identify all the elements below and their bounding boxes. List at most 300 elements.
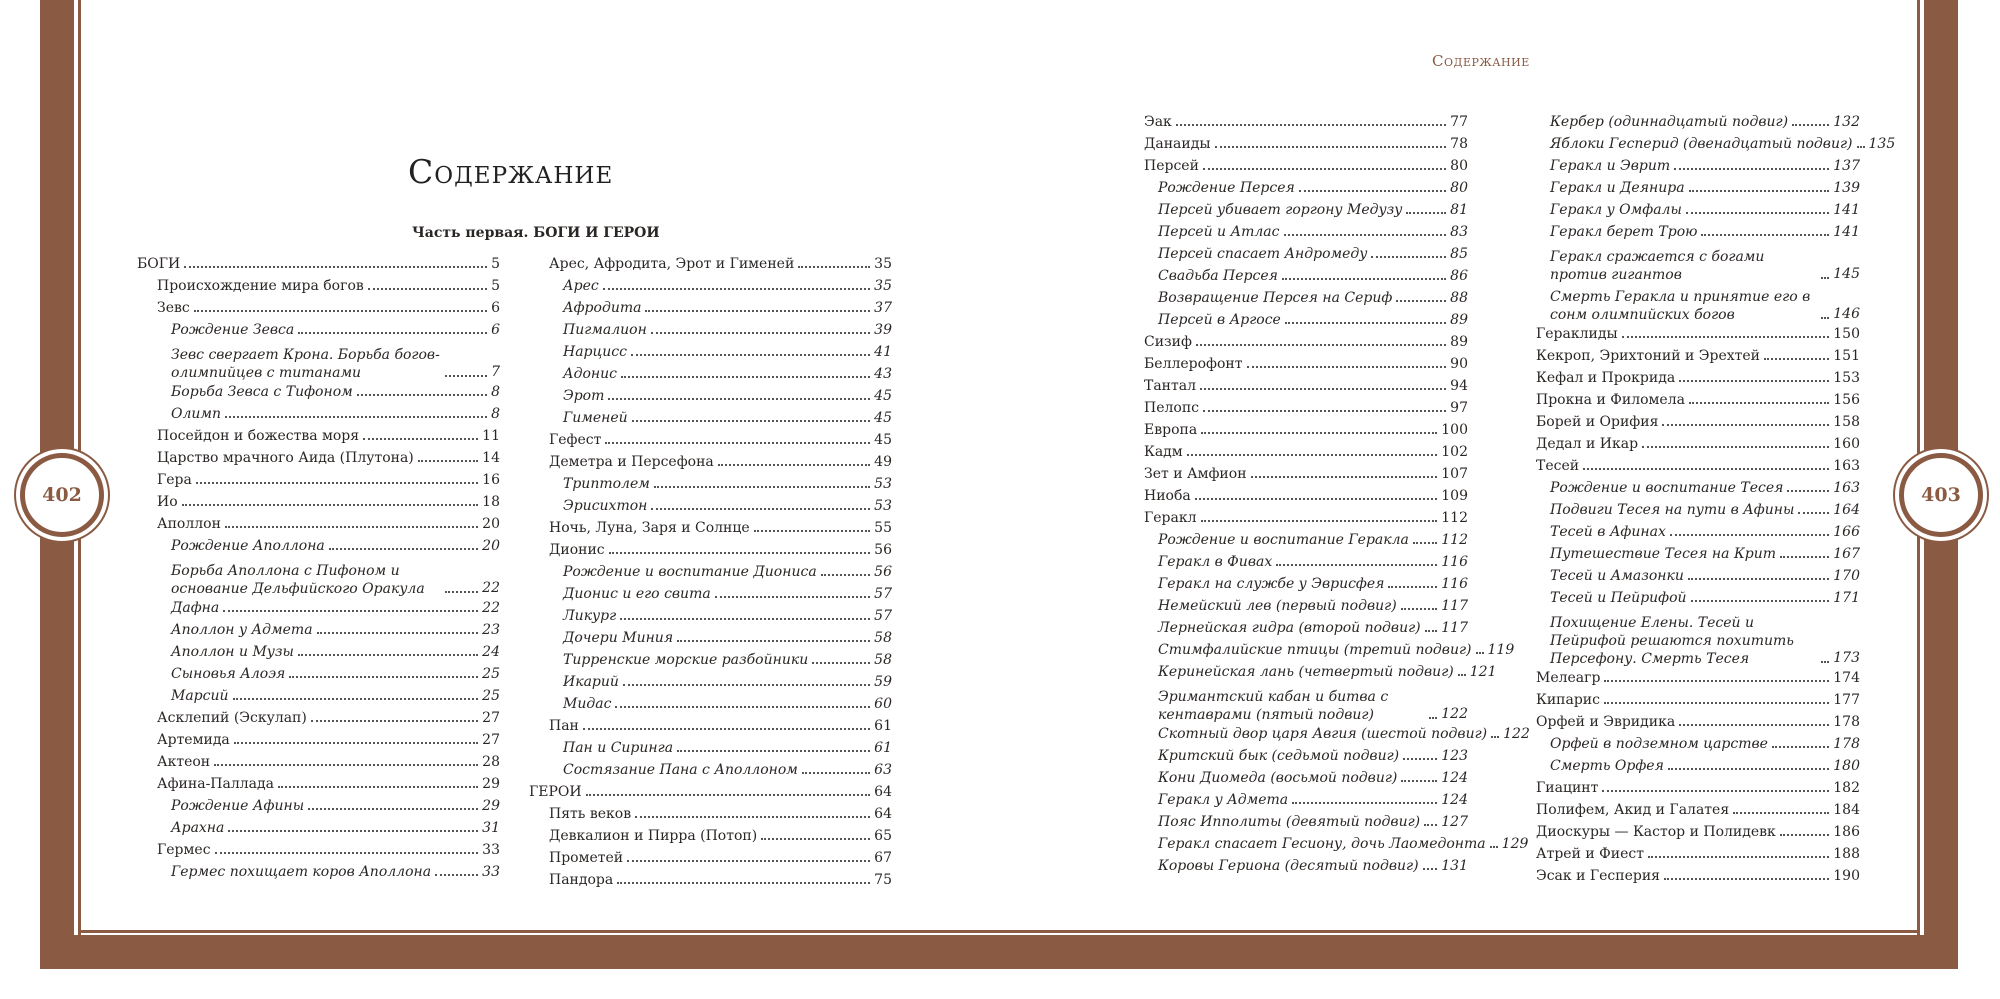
toc-entry-title: Похищение Елены. Тесей и Пейрифой решаются похитить Персефону. Смерть Тесея bbox=[1550, 615, 1794, 667]
leader-dots bbox=[298, 332, 487, 334]
toc-entry[interactable] bbox=[1124, 310, 1468, 332]
toc-entry[interactable] bbox=[529, 496, 892, 518]
toc-entry-page: 59 bbox=[874, 674, 892, 690]
leader-dots bbox=[654, 486, 870, 488]
toc-entry[interactable] bbox=[1516, 244, 1860, 284]
toc-entry[interactable] bbox=[137, 342, 500, 382]
toc-entry[interactable] bbox=[529, 760, 892, 782]
leader-dots bbox=[357, 394, 487, 396]
toc-entry-title: Мидас bbox=[563, 696, 612, 712]
leader-dots bbox=[1176, 124, 1446, 126]
toc-entry[interactable] bbox=[137, 686, 500, 708]
leader-dots bbox=[445, 375, 487, 377]
toc-entry[interactable] bbox=[529, 518, 892, 540]
toc-entry-page: 89 bbox=[1450, 334, 1468, 350]
toc-entry-page: 132 bbox=[1833, 114, 1860, 130]
toc-entry[interactable] bbox=[1516, 844, 1860, 866]
leader-dots bbox=[1688, 578, 1829, 580]
toc-entry-title: Дионис и его свита bbox=[563, 586, 711, 602]
toc-entry[interactable] bbox=[529, 672, 892, 694]
toc-entry-title: Марсий bbox=[171, 688, 229, 704]
toc-entry[interactable] bbox=[1124, 812, 1468, 834]
toc-entry-page: 25 bbox=[482, 666, 500, 682]
toc-entry-title: Пять веков bbox=[549, 806, 632, 822]
toc-entry[interactable] bbox=[1516, 610, 1860, 668]
toc-entry[interactable] bbox=[529, 386, 892, 408]
toc-entry-title: Икарий bbox=[563, 674, 619, 690]
toc-entry-title: Геракл сражается с богами против гигантов bbox=[1550, 249, 1765, 283]
toc-entry-page: 89 bbox=[1450, 312, 1468, 328]
toc-entry[interactable] bbox=[1124, 768, 1468, 790]
toc-entry[interactable] bbox=[1124, 684, 1468, 724]
toc-entry[interactable] bbox=[529, 540, 892, 562]
toc-entry-title: Гименей bbox=[563, 410, 628, 426]
leader-dots bbox=[1686, 212, 1829, 214]
leader-dots bbox=[1668, 768, 1829, 770]
toc-entry[interactable] bbox=[137, 536, 500, 558]
page-number-left-text: 402 bbox=[42, 484, 82, 506]
toc-entry[interactable] bbox=[529, 782, 892, 804]
toc-entry[interactable] bbox=[1124, 464, 1468, 486]
toc-entry-page: 156 bbox=[1833, 392, 1860, 408]
toc-entry[interactable] bbox=[1516, 324, 1860, 346]
leader-dots bbox=[1772, 746, 1829, 748]
leader-dots bbox=[1679, 380, 1829, 382]
toc-entry-title: Возвращение Персея на Сериф bbox=[1158, 290, 1393, 306]
toc-entry-page: 109 bbox=[1441, 488, 1468, 504]
toc-entry[interactable] bbox=[137, 620, 500, 642]
toc-entry-page: 100 bbox=[1441, 422, 1468, 438]
toc-entry[interactable] bbox=[137, 730, 500, 752]
toc-entry[interactable] bbox=[1124, 112, 1468, 134]
toc-entry[interactable] bbox=[1516, 456, 1860, 478]
toc-entry[interactable] bbox=[1124, 746, 1468, 768]
toc-entry[interactable] bbox=[529, 452, 892, 474]
toc-entry-page: 60 bbox=[874, 696, 892, 712]
toc-entry-title: Персей в Аргосе bbox=[1158, 312, 1281, 328]
toc-entry-title: Пандора bbox=[549, 872, 614, 888]
toc-entry-page: 56 bbox=[874, 542, 892, 558]
toc-entry-page: 63 bbox=[874, 762, 892, 778]
leader-dots bbox=[1689, 190, 1830, 192]
toc-entry[interactable] bbox=[529, 804, 892, 826]
toc-entry[interactable] bbox=[1124, 156, 1468, 178]
toc-entry[interactable] bbox=[1124, 724, 1530, 746]
toc-entry-title: Эак bbox=[1144, 114, 1172, 130]
toc-entry-page: 55 bbox=[874, 520, 892, 536]
toc-entry[interactable] bbox=[1516, 544, 1860, 566]
toc-entry[interactable] bbox=[137, 558, 500, 598]
toc-entry[interactable] bbox=[1516, 500, 1860, 522]
toc-entry[interactable] bbox=[137, 752, 500, 774]
toc-column-2 bbox=[529, 254, 892, 892]
leader-dots bbox=[233, 698, 479, 700]
toc-entry[interactable] bbox=[1516, 112, 1860, 134]
toc-entry[interactable] bbox=[1516, 156, 1860, 178]
leader-dots bbox=[1406, 212, 1446, 214]
toc-entry-page: 135 bbox=[1868, 136, 1896, 152]
toc-entry-title: Путешествие Тесея на Крит bbox=[1550, 546, 1777, 562]
leader-dots bbox=[1251, 476, 1438, 478]
toc-entry[interactable] bbox=[1516, 178, 1860, 200]
toc-entry-title: Гераклиды bbox=[1536, 326, 1618, 342]
toc-entry-page: 20 bbox=[482, 516, 500, 532]
toc-entry-page: 7 bbox=[491, 364, 500, 380]
toc-entry[interactable] bbox=[1124, 376, 1468, 398]
toc-entry[interactable] bbox=[1124, 398, 1468, 420]
toc-entry-title: Происхождение мира богов bbox=[157, 278, 364, 294]
toc-entry[interactable] bbox=[1516, 200, 1860, 222]
toc-entry-page: 102 bbox=[1441, 444, 1468, 460]
toc-entry-title: Геракл у Адмета bbox=[1158, 792, 1289, 808]
toc-entry[interactable] bbox=[137, 598, 500, 620]
toc-entry-page: 177 bbox=[1833, 692, 1860, 708]
leader-dots bbox=[289, 676, 478, 678]
toc-entry-title: Арахна bbox=[171, 820, 225, 836]
page-number-left bbox=[20, 453, 104, 537]
toc-entry[interactable] bbox=[1516, 434, 1860, 456]
toc-entry-title: Тантал bbox=[1144, 378, 1197, 394]
leader-dots bbox=[1203, 168, 1446, 170]
toc-entry[interactable] bbox=[529, 606, 892, 628]
bottom-meander-border bbox=[40, 935, 1958, 969]
toc-entry[interactable] bbox=[529, 584, 892, 606]
toc-entry-title: Тирренские морские разбойники bbox=[563, 652, 809, 668]
leader-dots bbox=[677, 640, 870, 642]
toc-entry-title: Борей и Орифия bbox=[1536, 414, 1659, 430]
toc-entry[interactable] bbox=[1124, 574, 1468, 596]
leader-dots bbox=[418, 460, 478, 462]
leader-dots bbox=[605, 442, 870, 444]
toc-entry[interactable] bbox=[137, 276, 500, 298]
toc-entry[interactable] bbox=[137, 774, 500, 796]
toc-entry[interactable] bbox=[137, 382, 500, 404]
leader-dots bbox=[1490, 846, 1498, 848]
leader-dots bbox=[1413, 542, 1437, 544]
toc-entry-title: Дионис bbox=[549, 542, 605, 558]
toc-entry[interactable] bbox=[1124, 618, 1468, 640]
toc-entry-page: 186 bbox=[1833, 824, 1860, 840]
toc-entry-title: Сыновья Алоэя bbox=[171, 666, 286, 682]
toc-entry[interactable] bbox=[137, 840, 500, 862]
toc-entry-page: 80 bbox=[1450, 158, 1468, 174]
leader-dots bbox=[620, 618, 870, 620]
toc-entry-page: 85 bbox=[1450, 246, 1468, 262]
toc-entry[interactable] bbox=[1124, 530, 1468, 552]
toc-entry[interactable] bbox=[137, 298, 500, 320]
toc-entry-title: Орфей и Эвридика bbox=[1536, 714, 1676, 730]
leader-dots bbox=[635, 816, 870, 818]
toc-entry-title: Эрисихтон bbox=[563, 498, 648, 514]
toc-entry-page: 23 bbox=[482, 622, 500, 638]
toc-entry-title: Деметра и Персефона bbox=[549, 454, 714, 470]
toc-entry-page: 24 bbox=[482, 644, 500, 660]
toc-entry-page: 124 bbox=[1441, 770, 1468, 786]
toc-entry[interactable] bbox=[529, 738, 892, 760]
toc-entry-page: 6 bbox=[491, 322, 500, 338]
toc-entry-page: 35 bbox=[874, 278, 892, 294]
toc-entry[interactable] bbox=[137, 862, 500, 884]
toc-entry-page: 180 bbox=[1833, 758, 1860, 774]
toc-entry-page: 29 bbox=[482, 798, 500, 814]
toc-entry-title: Данаиды bbox=[1144, 136, 1211, 152]
leader-dots bbox=[1200, 388, 1446, 390]
toc-entry[interactable] bbox=[1124, 266, 1468, 288]
toc-entry-title: Дафна bbox=[171, 600, 220, 616]
toc-entry[interactable] bbox=[529, 716, 892, 738]
toc-entry-title: Адонис bbox=[563, 366, 617, 382]
toc-entry[interactable] bbox=[1516, 368, 1860, 390]
toc-entry-title: Гермес похищает коров Аполлона bbox=[171, 864, 432, 880]
leader-dots bbox=[214, 764, 478, 766]
toc-entry[interactable] bbox=[1516, 800, 1860, 822]
toc-entry-title: Геракл и Эврит bbox=[1550, 158, 1671, 174]
toc-entry[interactable] bbox=[1124, 834, 1529, 856]
toc-entry[interactable] bbox=[137, 642, 500, 664]
toc-entry[interactable] bbox=[529, 276, 892, 298]
toc-entry-title: Эрот bbox=[563, 388, 605, 404]
toc-entry-page: 27 bbox=[482, 732, 500, 748]
toc-entry-page: 160 bbox=[1833, 436, 1860, 452]
leader-dots bbox=[1396, 300, 1446, 302]
toc-entry-page: 20 bbox=[482, 538, 500, 554]
toc-entry[interactable] bbox=[1516, 284, 1860, 324]
toc-entry-page: 77 bbox=[1450, 114, 1468, 130]
toc-entry-title: Гермес bbox=[157, 842, 211, 858]
toc-entry-title: Керинейская лань (четвертый подвиг) bbox=[1158, 664, 1454, 680]
leader-dots bbox=[1583, 468, 1829, 470]
toc-entry-page: 124 bbox=[1441, 792, 1468, 808]
toc-entry-page: 11 bbox=[482, 428, 500, 444]
toc-entry-page: 117 bbox=[1441, 620, 1468, 636]
toc-entry[interactable] bbox=[137, 492, 500, 514]
toc-entry-title: Пан bbox=[549, 718, 579, 734]
toc-entry-title: Эсак и Гесперия bbox=[1536, 868, 1661, 884]
leader-dots bbox=[623, 684, 870, 686]
toc-entry[interactable] bbox=[1516, 690, 1860, 712]
toc-entry-title: Геракл на службе у Эврисфея bbox=[1158, 576, 1385, 592]
leader-dots bbox=[1276, 564, 1437, 566]
toc-entry-page: 153 bbox=[1833, 370, 1860, 386]
toc-entry-page: 53 bbox=[874, 476, 892, 492]
toc-entry-page: 83 bbox=[1450, 224, 1468, 240]
toc-entry-page: 5 bbox=[491, 278, 500, 294]
toc-entry-page: 90 bbox=[1450, 356, 1468, 372]
toc-entry[interactable] bbox=[529, 254, 892, 276]
toc-entry-title: Гера bbox=[157, 472, 192, 488]
toc-entry-page: 37 bbox=[874, 300, 892, 316]
toc-entry-page: 58 bbox=[874, 652, 892, 668]
toc-entry[interactable] bbox=[1124, 332, 1468, 354]
toc-entry[interactable] bbox=[1516, 222, 1860, 244]
toc-entry-page: 14 bbox=[482, 450, 500, 466]
toc-entry-title: Тесей и Пейрифой bbox=[1550, 590, 1687, 606]
leader-dots bbox=[1664, 878, 1829, 880]
toc-entry-title: Полифем, Акид и Галатея bbox=[1536, 802, 1730, 818]
toc-entry-title: Дочери Миния bbox=[563, 630, 674, 646]
toc-entry[interactable] bbox=[1516, 866, 1860, 888]
toc-entry-page: 178 bbox=[1833, 736, 1860, 752]
toc-entry-page: 167 bbox=[1833, 546, 1860, 562]
leader-dots bbox=[1187, 454, 1438, 456]
toc-entry-page: 31 bbox=[482, 820, 500, 836]
toc-entry-title: Персей убивает горгону Медузу bbox=[1158, 202, 1403, 218]
toc-entry-page: 137 bbox=[1833, 158, 1860, 174]
toc-entry-title: Кефал и Прокрида bbox=[1536, 370, 1676, 386]
toc-entry[interactable] bbox=[1516, 668, 1860, 690]
toc-entry-title: Зевс bbox=[157, 300, 190, 316]
toc-entry-page: 141 bbox=[1833, 224, 1860, 240]
toc-entry[interactable] bbox=[137, 448, 500, 470]
toc-entry[interactable] bbox=[1124, 442, 1468, 464]
toc-entry[interactable] bbox=[529, 364, 892, 386]
toc-entry[interactable] bbox=[1124, 552, 1468, 574]
toc-entry-title: Нарцисс bbox=[563, 344, 627, 360]
page-number-right bbox=[1899, 453, 1983, 537]
leader-dots bbox=[1691, 600, 1830, 602]
toc-entry[interactable] bbox=[1124, 596, 1468, 618]
toc-entry[interactable] bbox=[1124, 244, 1468, 266]
toc-entry[interactable] bbox=[1124, 790, 1468, 812]
toc-entry-page: 146 bbox=[1833, 306, 1860, 322]
toc-entry[interactable] bbox=[529, 562, 892, 584]
toc-entry[interactable] bbox=[137, 708, 500, 730]
toc-entry-title: Артемида bbox=[157, 732, 230, 748]
toc-entry-title: ГЕРОИ bbox=[529, 784, 582, 800]
toc-entry[interactable] bbox=[1124, 354, 1468, 376]
toc-entry[interactable] bbox=[1516, 566, 1860, 588]
leader-dots bbox=[1292, 802, 1437, 804]
toc-entry-title: Рождение Зевса bbox=[171, 322, 295, 338]
toc-entry-page: 80 bbox=[1450, 180, 1468, 196]
toc-entry[interactable] bbox=[529, 474, 892, 496]
toc-entry[interactable] bbox=[137, 426, 500, 448]
toc-entry[interactable] bbox=[1124, 222, 1468, 244]
toc-entry[interactable] bbox=[1516, 478, 1860, 500]
toc-entry[interactable] bbox=[529, 408, 892, 430]
toc-entry-title: Прокна и Филомела bbox=[1536, 392, 1685, 408]
toc-entry[interactable] bbox=[529, 870, 892, 892]
toc-entry-title: Рождение Персея bbox=[1158, 180, 1295, 196]
toc-entry-page: 33 bbox=[482, 842, 500, 858]
toc-entry[interactable] bbox=[529, 298, 892, 320]
toc-entry[interactable] bbox=[1124, 662, 1497, 684]
toc-entry[interactable] bbox=[137, 514, 500, 536]
toc-entry[interactable] bbox=[529, 628, 892, 650]
leader-dots bbox=[1388, 586, 1437, 588]
toc-entry-title: Скотный двор царя Авгия (шестой подвиг) bbox=[1158, 726, 1488, 742]
toc-entry[interactable] bbox=[137, 796, 500, 818]
leader-dots bbox=[1821, 661, 1829, 663]
toc-entry[interactable] bbox=[529, 650, 892, 672]
toc-entry-page: 75 bbox=[874, 872, 892, 888]
toc-entry[interactable] bbox=[529, 430, 892, 452]
toc-entry[interactable] bbox=[137, 470, 500, 492]
toc-entry[interactable] bbox=[529, 826, 892, 848]
leader-dots bbox=[1247, 366, 1447, 368]
leader-dots bbox=[586, 794, 871, 796]
leader-dots bbox=[1780, 834, 1830, 836]
toc-entry[interactable] bbox=[1516, 712, 1860, 734]
leader-dots bbox=[1425, 630, 1438, 632]
toc-entry[interactable] bbox=[1124, 420, 1468, 442]
toc-entry[interactable] bbox=[1516, 134, 1896, 156]
leader-dots bbox=[278, 786, 478, 788]
toc-entry-title: Коровы Гериона (десятый подвиг) bbox=[1158, 858, 1419, 874]
toc-entry[interactable] bbox=[1124, 178, 1468, 200]
toc-entry[interactable] bbox=[1124, 288, 1468, 310]
leader-dots bbox=[627, 860, 870, 862]
leader-dots bbox=[1787, 490, 1829, 492]
toc-entry-title: Девкалион и Пирра (Потоп) bbox=[549, 828, 758, 844]
toc-entry-title: Беллерофонт bbox=[1144, 356, 1243, 372]
leader-dots bbox=[645, 310, 870, 312]
toc-entry[interactable] bbox=[137, 254, 500, 276]
toc-entry[interactable] bbox=[529, 342, 892, 364]
toc-entry[interactable] bbox=[1124, 640, 1515, 662]
leader-dots bbox=[1648, 856, 1829, 858]
toc-entry-title: Критский бык (седьмой подвиг) bbox=[1158, 748, 1400, 764]
leader-dots bbox=[1622, 336, 1830, 338]
toc-entry[interactable] bbox=[1516, 522, 1860, 544]
toc-entry-title: Борьба Аполлона с Пифоном и основание Дельфийского Оракула bbox=[171, 563, 425, 597]
toc-entry[interactable] bbox=[529, 320, 892, 342]
toc-entry-page: 163 bbox=[1833, 458, 1860, 474]
leader-dots bbox=[1679, 724, 1829, 726]
toc-entry-title: Смерть Орфея bbox=[1550, 758, 1664, 774]
toc-entry[interactable] bbox=[1516, 734, 1860, 756]
toc-entry[interactable] bbox=[1516, 588, 1860, 610]
toc-entry[interactable] bbox=[529, 848, 892, 870]
toc-entry[interactable] bbox=[1124, 134, 1468, 156]
toc-entry-title: Рождение Аполлона bbox=[171, 538, 325, 554]
toc-entry[interactable] bbox=[137, 320, 500, 342]
leader-dots bbox=[1642, 446, 1829, 448]
toc-entry[interactable] bbox=[1516, 412, 1860, 434]
leader-dots bbox=[1401, 780, 1437, 782]
toc-entry[interactable] bbox=[1516, 778, 1860, 800]
toc-entry[interactable] bbox=[137, 404, 500, 426]
leader-dots bbox=[798, 266, 870, 268]
leader-dots bbox=[225, 416, 487, 418]
toc-entry[interactable] bbox=[137, 818, 500, 840]
toc-entry[interactable] bbox=[1124, 486, 1468, 508]
toc-entry-title: Триптолем bbox=[563, 476, 650, 492]
toc-entry-title: Персей bbox=[1144, 158, 1199, 174]
toc-entry[interactable] bbox=[1516, 756, 1860, 778]
toc-entry-page: 170 bbox=[1833, 568, 1860, 584]
toc-entry-page: 163 bbox=[1833, 480, 1860, 496]
toc-entry-page: 22 bbox=[482, 580, 500, 596]
toc-entry-page: 64 bbox=[874, 806, 892, 822]
leader-dots bbox=[329, 548, 478, 550]
toc-column-1 bbox=[137, 254, 500, 884]
leader-dots bbox=[1285, 322, 1446, 324]
toc-entry-title: Актеон bbox=[157, 754, 211, 770]
toc-entry[interactable] bbox=[529, 694, 892, 716]
toc-entry[interactable] bbox=[1124, 200, 1468, 222]
toc-entry[interactable] bbox=[1124, 856, 1468, 878]
toc-entry[interactable] bbox=[1516, 390, 1860, 412]
toc-entry[interactable] bbox=[137, 664, 500, 686]
toc-entry-page: 139 bbox=[1833, 180, 1860, 196]
toc-entry-title: Сизиф bbox=[1144, 334, 1192, 350]
toc-entry[interactable] bbox=[1516, 346, 1860, 368]
toc-entry[interactable] bbox=[1124, 508, 1468, 530]
toc-entry[interactable] bbox=[1516, 822, 1860, 844]
toc-entry-page: 131 bbox=[1441, 858, 1468, 874]
toc-entry-page: 88 bbox=[1450, 290, 1468, 306]
